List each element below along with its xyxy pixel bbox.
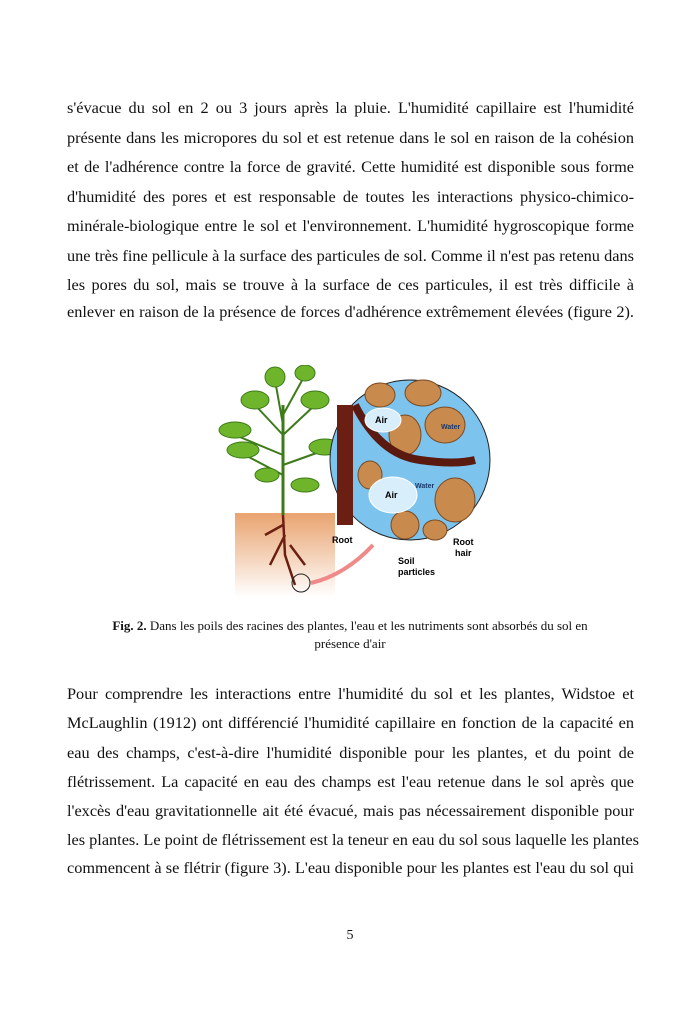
air-label: Air (375, 415, 388, 425)
soil-particles-label: Soil (398, 556, 415, 566)
figure-caption-line2: présence d'air (314, 636, 386, 651)
text-line: minérale-biologique entre le sol et l'environnement. L'humidité hygroscopique forme (67, 216, 634, 235)
text-line: Pour comprendre les interactions entre l'humidité du sol et les plantes, Widstoe et (67, 684, 634, 703)
caption-text: Dans les poils des racines des plantes, l'eau et les nutriments sont absorbés du sol en (146, 618, 588, 633)
water-label: Water (441, 424, 461, 431)
plant-icon (219, 365, 341, 515)
page-number: 5 (346, 928, 354, 943)
caption-label: Fig. 2. (112, 618, 147, 633)
text-line: eau des champs, c'est-à-dire l'humidité disponible pour les plantes, et du point de (67, 743, 634, 762)
text-line: commencent à se flétrir (figure 3). L'eau disponible pour les plantes est l'eau du sol qui (67, 858, 634, 877)
text-line: enlever en raison de la présence de forces d'adhérence extrêmement élevées (figure 2). (67, 302, 634, 321)
text-line: flétrissement. La capacité en eau des champs est l'eau retenue dans le sol après que (67, 772, 634, 791)
figure-plant-root-soil (205, 365, 497, 597)
soil-particles-label: particles (398, 567, 436, 577)
root-label: Root (332, 535, 353, 545)
text-line: McLaughlin (1912) ont différencié l'humidité capillaire en fonction de la capacité en (67, 713, 634, 732)
figure-caption (0, 618, 700, 634)
water-label: Water (415, 483, 435, 490)
air-label: Air (385, 490, 398, 500)
text-line: une très fine pellicule à la surface des particules de sol. Comme il n'est pas retenu dans (67, 246, 634, 265)
root-hair-label: Root (453, 537, 474, 547)
text-line: les pores du sol, mais se trouve à la surface de ces particules, il est très difficile à (67, 275, 634, 294)
text-line: s'évacue du sol en 2 ou 3 jours après la pluie. L'humidité capillaire est l'humidité (67, 98, 634, 117)
text-line: présente dans les micropores du sol et est retenue dans le sol en raison de la cohésion (67, 128, 634, 147)
root-hair-label: hair (455, 548, 472, 558)
text-line: et de l'adhérence contre la force de gravité. Cette humidité est disponible sous forme (67, 157, 634, 176)
text-line: l'excès d'eau gravitationnelle ait été évacué, mais pas nécessairement disponible pour (67, 801, 634, 820)
text-line: les plantes. Le point de flétrissement est la teneur en eau du sol sous laquelle les plantes (67, 830, 639, 849)
text-line: d'humidité des pores et est responsable de toutes les interactions physico-chimico- (67, 187, 634, 206)
